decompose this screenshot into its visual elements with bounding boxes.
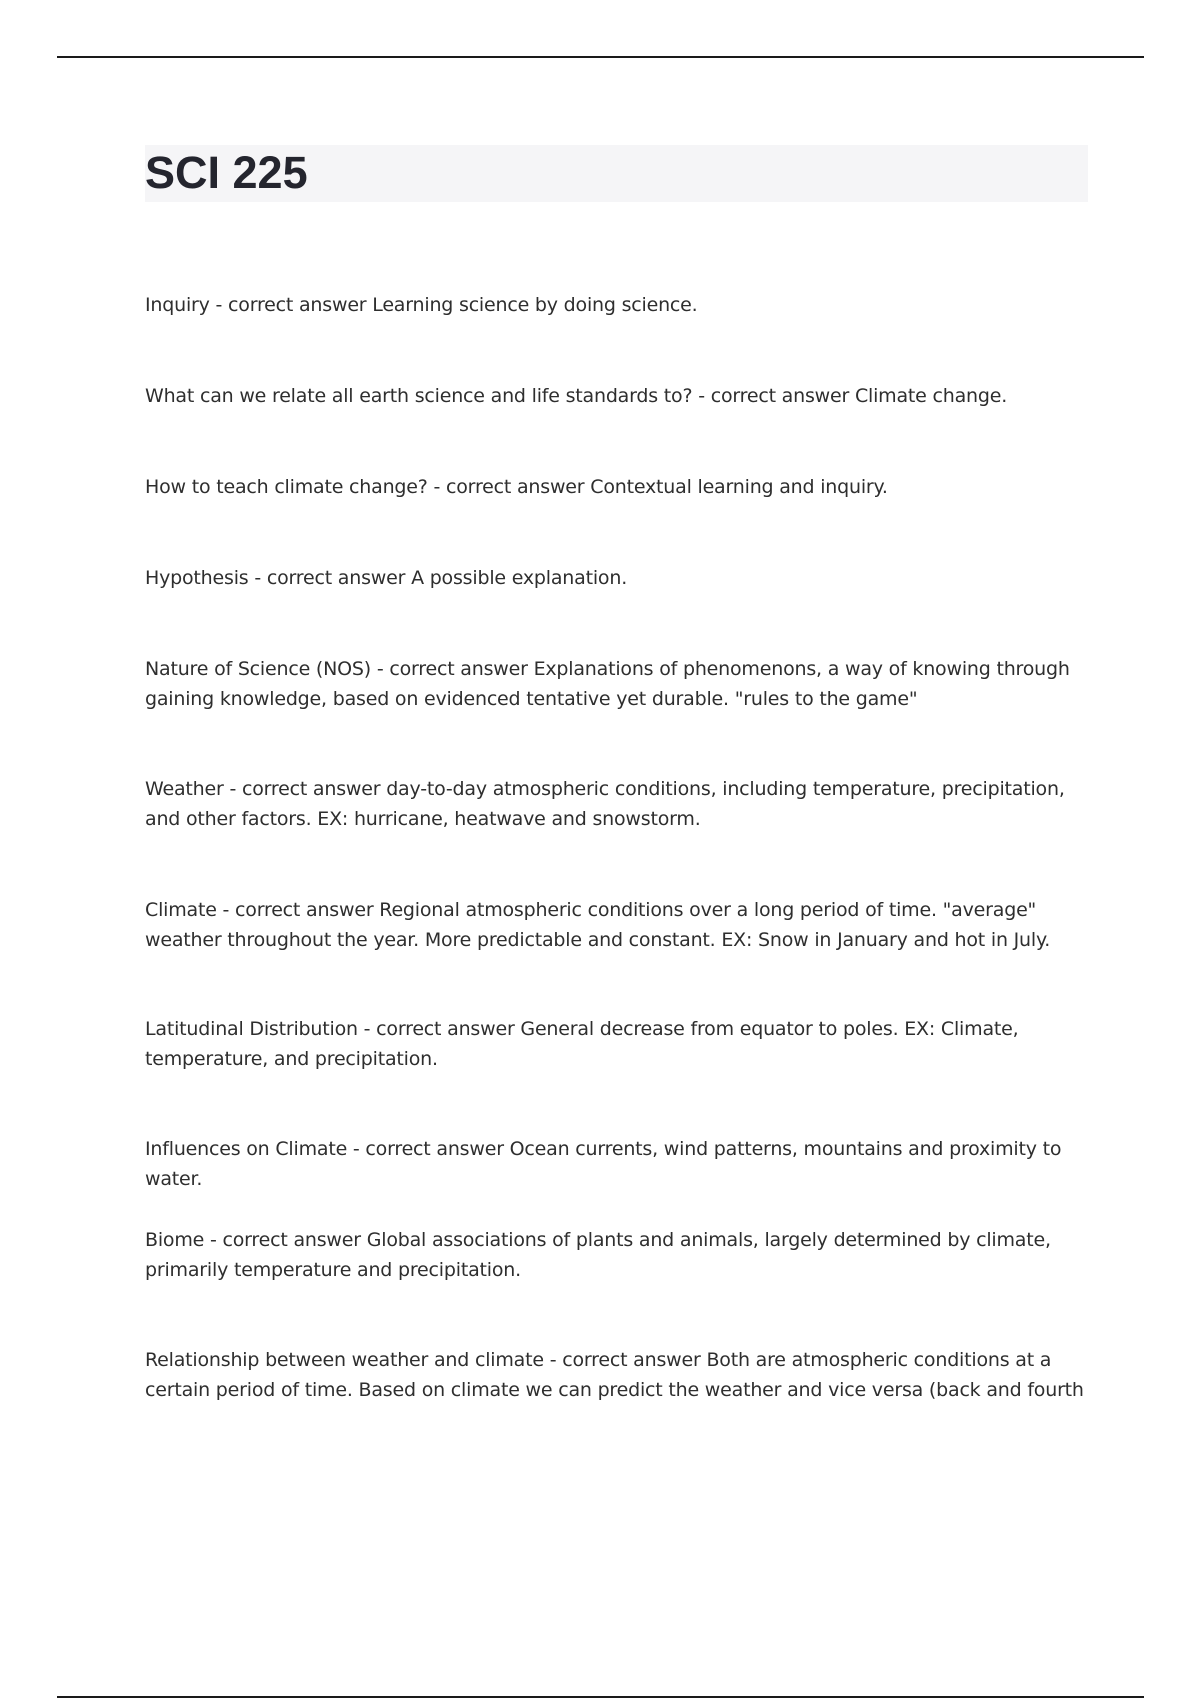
item-term: How to teach climate change? [145, 476, 428, 498]
item-term: Inquiry [145, 294, 210, 316]
item-answer: day-to-day atmospheric conditions, including temperature, precipitation, and other factors. EX: hurricane, heatwave and snowstorm. [145, 778, 1065, 830]
bottom-rule [57, 1696, 1144, 1698]
item-term: Biome [145, 1229, 205, 1251]
item-separator: - correct answer [209, 294, 373, 316]
item-term: Latitudinal Distribution [145, 1018, 358, 1040]
item-answer: Ocean currents, wind patterns, mountains and proximity to water. [145, 1138, 1062, 1190]
list-item [145, 381, 1095, 411]
item-separator: - correct answer [248, 567, 412, 589]
list-item [145, 654, 1095, 714]
item-answer: Global associations of plants and animals, largely determined by climate, primarily temperature and precipitation. [145, 1229, 1051, 1281]
item-term: Nature of Science (NOS) [145, 658, 371, 680]
list-item [145, 895, 1095, 955]
item-term: Climate [145, 899, 217, 921]
item-separator: - correct answer [347, 1138, 510, 1160]
item-term: Relationship between weather and climate [145, 1349, 544, 1371]
item-answer: Both are atmospheric conditions at a certain period of time. Based on climate we can predict the weather and vice versa (back and fourth [145, 1349, 1084, 1401]
list-item [145, 472, 1095, 502]
item-separator: - correct answer [427, 476, 591, 498]
list-item [145, 1345, 1095, 1405]
item-answer: A possible explanation. [411, 567, 628, 589]
list-item [145, 290, 1095, 320]
top-rule [57, 56, 1144, 58]
item-term: Hypothesis [145, 567, 249, 589]
item-separator: - correct answer [370, 658, 534, 680]
item-separator: - correct answer [216, 899, 380, 921]
item-separator: - correct answer [692, 385, 855, 407]
item-term: Weather [145, 778, 224, 800]
item-answer: General decrease from equator to poles. EX: Climate, temperature, and precipitation. [145, 1018, 1019, 1070]
item-separator: - correct answer [543, 1349, 707, 1371]
item-answer: Learning science by doing science. [372, 294, 698, 316]
page-title: SCI 225 [145, 147, 308, 198]
item-answer: Climate change. [854, 385, 1008, 407]
list-item [145, 1134, 1095, 1194]
list-item [145, 563, 1095, 593]
item-separator: - correct answer [204, 1229, 367, 1251]
list-item [145, 1225, 1095, 1285]
item-answer: Contextual learning and inquiry. [590, 476, 888, 498]
item-separator: - correct answer [223, 778, 387, 800]
list-item [145, 1014, 1095, 1074]
item-term: Influences on Climate [145, 1138, 348, 1160]
item-answer: Explanations of phenomenons, a way of knowing through gaining knowledge, based on evidenced tentative yet durable. "rules to the game" [145, 658, 1070, 710]
item-term: What can we relate all earth science and life standards to? [145, 385, 693, 407]
item-separator: - correct answer [357, 1018, 521, 1040]
list-item [145, 774, 1095, 834]
item-answer: Regional atmospheric conditions over a long period of time. "average" weather throughout the year. More predictable and constant. EX: Snow in January and hot in July. [145, 899, 1051, 951]
